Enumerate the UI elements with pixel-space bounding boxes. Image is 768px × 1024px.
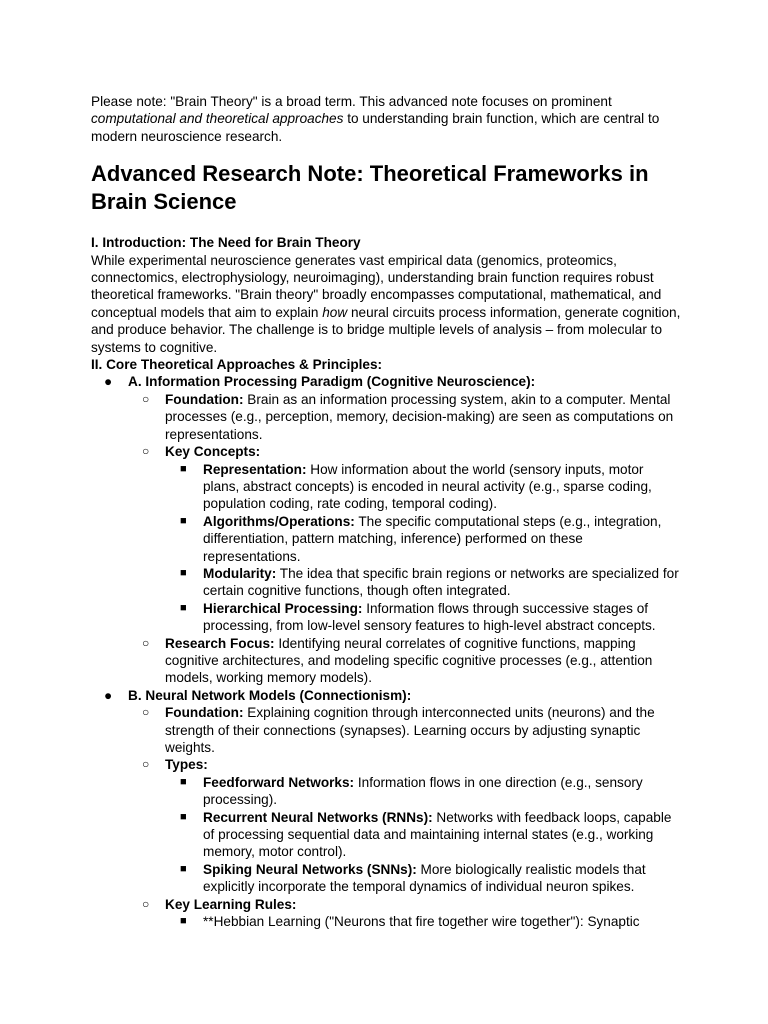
intro-emphasis: how: [322, 304, 348, 320]
type-label: Feedforward Networks:: [203, 774, 355, 790]
rules-list: [165, 913, 681, 930]
foundation-label: Foundation:: [165, 705, 244, 721]
concept-label: Algorithms/Operations:: [203, 513, 355, 529]
square-bullet-icon: ■: [180, 810, 187, 823]
list-item: [165, 809, 681, 861]
circle-bullet-icon: ○: [142, 391, 150, 406]
list-item: [165, 565, 681, 600]
circle-bullet-icon: ○: [142, 896, 150, 911]
types-list: [165, 774, 681, 896]
square-bullet-icon: ■: [180, 514, 187, 527]
research-label: Research Focus:: [165, 635, 275, 651]
note-emphasis: computational and theoretical approaches: [91, 111, 344, 127]
core-heading: II. Core Theoretical Approaches & Principles:: [91, 357, 383, 373]
list-item: [165, 513, 681, 565]
list-item: [165, 600, 681, 635]
circle-bullet-icon: ○: [142, 705, 150, 720]
type-label: Spiking Neural Networks (SNNs):: [203, 861, 417, 877]
page-title: Advanced Research Note: Theoretical Frameworks in Brain Science: [91, 161, 649, 215]
approach-a-sublist: [128, 391, 681, 687]
list-item: [165, 861, 681, 896]
foundation-label: Foundation:: [165, 391, 244, 407]
intro-text-a: While experimental neuroscience generates vast empirical data (genomics, proteomics, connectomics, electrophysiology, neuroimaging), understanding brain function requires robust theoretical frameworks. "Brain theory" broadly encompasses computational, mathematical, and conceptual models that aim to explain: [91, 252, 662, 320]
square-bullet-icon: ■: [180, 601, 187, 614]
intro-text-b: neural circuits process information, generate cognition, and produce behavior. The challenge is to bridge multiple levels of analysis – from molecular to systems to cognitive.: [91, 304, 681, 355]
note-suffix: to understanding brain function, which are central to modern neuroscience research.: [91, 111, 660, 144]
list-item: [128, 704, 681, 756]
type-text: Networks with feedback loops, capable of processing sequential data and maintaining internal states (e.g., working memory, motor control).: [203, 809, 672, 860]
rule-text: **Hebbian Learning ("Neurons that fire together wire together"): Synaptic: [203, 914, 640, 930]
list-item: [128, 756, 681, 895]
type-label: Recurrent Neural Networks (RNNs):: [203, 809, 433, 825]
intro-paragraph: [91, 252, 681, 356]
list-item: [165, 461, 681, 513]
document-page: [91, 93, 681, 930]
square-bullet-icon: ■: [180, 462, 187, 475]
type-text: More biologically realistic models that explicitly incorporate the temporal dynamics of individual neuron spikes.: [203, 861, 646, 895]
list-item: [128, 443, 681, 634]
concept-text: Information flows through successive stages of processing, from low-level sensory features to high-level abstract concepts.: [203, 600, 656, 634]
concepts-list: [165, 461, 681, 635]
approach-a-title: A. Information Processing Paradigm (Cognitive Neuroscience):: [128, 374, 536, 390]
concept-label: Hierarchical Processing:: [203, 600, 363, 616]
circle-bullet-icon: ○: [142, 635, 150, 650]
approaches-list: [91, 373, 681, 930]
concept-label: Modularity:: [203, 565, 277, 581]
square-bullet-icon: ■: [180, 915, 187, 928]
types-label: Types:: [165, 757, 208, 773]
bullet-icon: ●: [104, 374, 113, 390]
circle-bullet-icon: ○: [142, 757, 150, 772]
note-prefix: Please note: "Brain Theory" is a broad term. This advanced note focuses on prominent: [91, 94, 612, 109]
circle-bullet-icon: ○: [142, 444, 150, 459]
research-text: Identifying neural correlates of cognitive functions, mapping cognitive architectures, and modeling specific cognitive processes (e.g., attention models, working memory models).: [165, 635, 653, 686]
foundation-text: Brain as an information processing system, akin to a computer. Mental processes (e.g., perception, memory, decision-making) are seen as computations on representations.: [165, 391, 674, 442]
square-bullet-icon: ■: [180, 775, 187, 788]
rules-label: Key Learning Rules:: [165, 896, 297, 912]
approach-item-a: [91, 373, 681, 686]
concept-label: Representation:: [203, 461, 307, 477]
foundation-text: Explaining cognition through interconnected units (neurons) and the strength of their connections (synapses). Learning occurs by adjusting synaptic weights.: [165, 705, 655, 755]
list-item: [128, 391, 681, 443]
list-item: [128, 896, 681, 931]
concept-text: The idea that specific brain regions or networks are specialized for certain cognitive functions, though often integrated.: [203, 565, 679, 599]
square-bullet-icon: ■: [180, 862, 187, 875]
square-bullet-icon: ■: [180, 566, 187, 579]
key-concepts-label: Key Concepts:: [165, 444, 261, 460]
type-text: Information flows in one direction (e.g., sensory processing).: [203, 774, 643, 808]
list-item: [128, 635, 681, 687]
list-item: [165, 913, 681, 930]
list-item: [165, 774, 681, 809]
approach-item-b: [91, 687, 681, 931]
bullet-icon: ●: [104, 687, 113, 703]
intro-heading: I. Introduction: The Need for Brain Theory: [91, 235, 361, 251]
approach-b-title: B. Neural Network Models (Connectionism):: [128, 687, 412, 703]
concept-text: How information about the world (sensory inputs, motor plans, abstract concepts) is encoded in neural activity (e.g., sparse coding, population coding, rate coding, temporal coding).: [203, 461, 652, 512]
concept-text: The specific computational steps (e.g., integration, differentiation, pattern matching, inference) performed on these representations.: [203, 513, 662, 564]
approach-b-sublist: [128, 704, 681, 930]
scope-note: [91, 93, 681, 145]
